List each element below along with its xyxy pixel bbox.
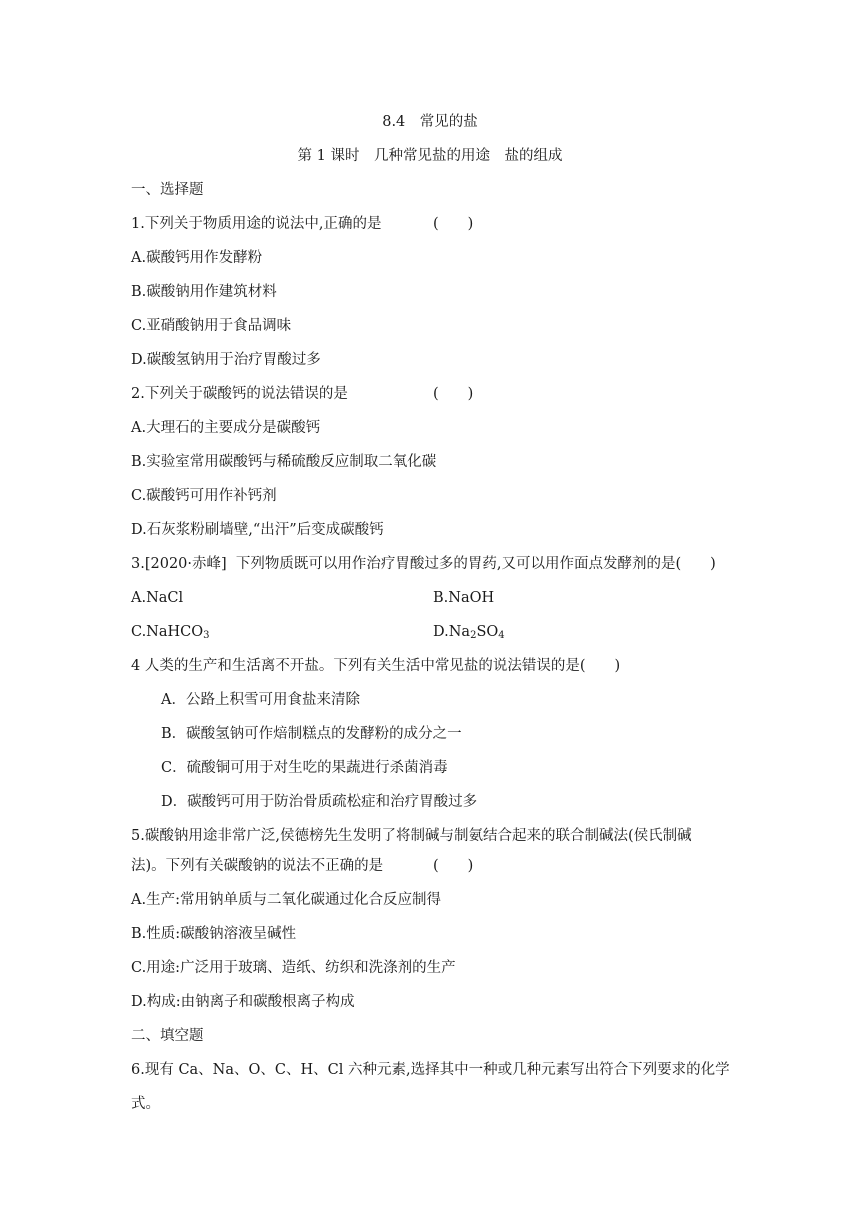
q4-option-d: D．碳酸钙可用于防治骨质疏松症和治疗胃酸过多 <box>161 794 478 810</box>
answer-blank-5: ( ) <box>433 858 474 874</box>
question-6-stem-line2: 式。 <box>131 1096 160 1112</box>
question-3-text: 下列物质既可以用作治疗胃酸过多的胃药,又可以用作面点发酵剂的是( ) <box>235 556 716 572</box>
question-5-stem-line1: 5.碳酸钠用途非常广泛,侯德榜先生发明了将制碱与制氨结合起来的联合制碱法(侯氏制碱 <box>131 828 692 844</box>
question-1-stem: 1.下列关于物质用途的说法中,正确的是 <box>131 216 382 232</box>
q2-option-c: C.碳酸钙可用作补钙剂 <box>131 488 277 504</box>
q5-option-b: B.性质:碳酸钠溶液呈碱性 <box>131 926 297 942</box>
answer-blank-2: ( ) <box>433 386 474 402</box>
q4-option-a: A．公路上积雪可用食盐来清除 <box>161 692 360 708</box>
q1-option-c: C.亚硝酸钠用于食品调味 <box>131 318 292 334</box>
q4-option-c: C．硫酸铜可用于对生吃的果蔬进行杀菌消毒 <box>161 760 448 776</box>
section-heading-fill: 二、填空题 <box>131 1028 204 1044</box>
page-title: 8.4 常见的盐 <box>382 114 478 130</box>
q4-option-b: B．碳酸氢钠可作焙制糕点的发酵粉的成分之一 <box>161 726 462 742</box>
q2-option-a: A.大理石的主要成分是碳酸钙 <box>131 420 321 436</box>
q2-option-b: B.实验室常用碳酸钙与稀硫酸反应制取二氧化碳 <box>131 454 437 470</box>
q3-option-b: B.NaOH <box>433 590 495 606</box>
q3-option-a: A.NaCl <box>131 590 184 606</box>
q5-option-c: C.用途:广泛用于玻璃、造纸、纺织和洗涤剂的生产 <box>131 960 456 976</box>
question-3-source: [2020·赤峰] <box>144 556 227 572</box>
page-subtitle: 第 1 课时 几种常见盐的用途 盐的组成 <box>297 148 563 164</box>
q2-option-d: D.石灰浆粉刷墙壁,“出汗”后变成碳酸钙 <box>131 522 384 538</box>
section-heading-choice: 一、选择题 <box>131 182 204 198</box>
question-2-stem: 2.下列关于碳酸钙的说法错误的是 <box>131 386 348 402</box>
answer-blank-1: ( ) <box>433 216 474 232</box>
q1-option-a: A.碳酸钙用作发酵粉 <box>131 250 263 266</box>
q5-option-a: A.生产:常用钠单质与二氧化碳通过化合反应制得 <box>131 892 441 908</box>
question-4-stem: 4 人类的生产和生活离不开盐。下列有关生活中常见盐的说法错误的是( ) <box>131 658 621 674</box>
q1-option-b: B.碳酸钠用作建筑材料 <box>131 284 277 300</box>
question-3-number: 3. <box>131 556 145 572</box>
question-3-stem <box>131 554 716 574</box>
question-5-stem-line2: 法)。下列有关碳酸钠的说法不正确的是 <box>131 858 384 874</box>
q3-option-c: C.NaHCO$_3$ <box>131 624 210 641</box>
q3-option-d: $D.Na_2SO_4$ <box>433 624 505 641</box>
q1-option-d: D.碳酸氢钠用于治疗胃酸过多 <box>131 352 321 368</box>
question-6-stem-line1: 6.现有 Ca、Na、O、C、H、Cl 六种元素,选择其中一种或几种元素写出符合下列要求的化学 <box>131 1062 730 1078</box>
q5-option-d: D.构成:由钠离子和碳酸根离子构成 <box>131 994 355 1010</box>
